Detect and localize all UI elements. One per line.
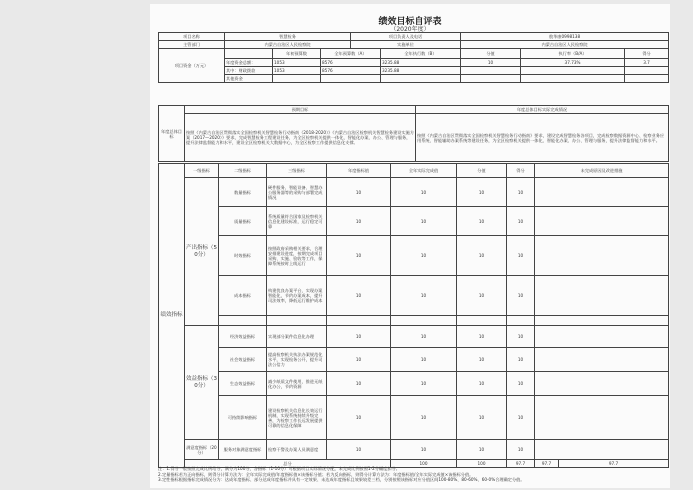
funding-header-annual: 全年预算数（A）: [321, 49, 381, 59]
points-cell: 10: [507, 440, 535, 460]
ind-header-target: 年度指标值: [327, 164, 391, 178]
actual-cell: 10: [391, 396, 457, 440]
actual-cell: [391, 316, 457, 326]
funding-row-label: 其他资金: [225, 75, 273, 83]
score-cell: 10: [457, 207, 507, 236]
level3-cell: [267, 316, 327, 326]
level2-cell: 时效指标: [219, 236, 267, 276]
actual-cell: 10: [391, 348, 457, 372]
target-cell: 10: [327, 440, 391, 460]
funding-row-label: 年度资金总额：: [225, 59, 273, 67]
goals-section-label: 年度总体目标: [159, 106, 185, 162]
score-cell: 10: [457, 276, 507, 316]
funding-annual: 8576: [321, 59, 381, 67]
project-info-table: [158, 32, 669, 83]
target-cell: 10: [327, 372, 391, 396]
level2-cell: 数量指标: [219, 178, 267, 207]
total-actual: 100: [457, 460, 507, 468]
funding-header-executed: 全年执行数（B）: [381, 49, 461, 59]
level2-cell: 生态效益指标: [219, 372, 267, 396]
expected-header: 预期目标: [185, 106, 416, 114]
dept-value: 内蒙古自治区人民检察院: [225, 41, 351, 49]
footnote-2: 2.定量指标若为正向指标，则得分计算方法为：全年实际完成值/年度指标值×该指标分值；若为反向指标，则得分计算方法为：年度指标值/全年实际完成值×该指标分值。: [158, 471, 474, 477]
manager-value: 敖华康0998138: [461, 33, 669, 41]
reason-cell: [535, 207, 669, 236]
ind-header-points: 得分: [507, 164, 535, 178]
funding-points: [625, 75, 669, 83]
reason-cell: [535, 236, 669, 276]
funding-annual: 8576: [321, 67, 381, 75]
document-title: 绩效目标自评表: [378, 17, 442, 27]
benefit-indicators-label: 效益指标（30分）: [185, 326, 219, 440]
indicators-table: [158, 163, 669, 468]
score-cell: 10: [457, 348, 507, 372]
funding-initial: 1053: [273, 59, 321, 67]
evaluation-sheet: [150, 4, 670, 488]
funding-executed: [381, 75, 461, 83]
level2-cell: 质量指标: [219, 207, 267, 236]
target-cell: 10: [327, 348, 391, 372]
level2-cell: 可持续影响指标: [219, 396, 267, 440]
expected-goal-text: 按照《内蒙古自治区贯彻落实全国检察机关智慧检务行动指南（2018-2020）》《内蒙古自治区检察机关智慧检务建设实施方案（2017—2020）》要求，完成智慧检务工程建设任务，为全区检察机关提供一体化、智能化办案、办公、管理与服务，提升法律监督能力和水平，建设全区检察机关大数据中心，为全区检察工作提供信息化支撑。: [185, 114, 416, 162]
actual-cell: 10: [391, 207, 457, 236]
funding-rate: 37.73%: [521, 59, 625, 67]
funding-row-label: 其中：财政拨款: [225, 67, 273, 75]
points-cell: 10: [507, 348, 535, 372]
funding-annual: [321, 75, 381, 83]
funding-initial: [273, 75, 321, 83]
funding-rate: [521, 67, 625, 75]
score-cell: 10: [457, 236, 507, 276]
footnote-3: 3.定性指标根据指标完成情况分为：达成年度指标、部分达成年度指标并具有一定效果、未达成年度指标且效果较差三档，分别按照该指标对应分值区间100-80%、80-60%、60-0%合理确定分值。: [158, 477, 525, 483]
dept-label: 主管部门: [159, 41, 225, 49]
target-cell: [327, 316, 391, 326]
goals-table: [158, 105, 669, 162]
level3-cell: 建设检察机关信息化长效运行机制，实现系统持续升级完善，为检察工作长远发展提供可靠的信息化保障: [267, 396, 327, 440]
reason-cell: [535, 316, 669, 326]
reason-cell: [535, 326, 669, 348]
level2-cell: 成本指标: [219, 276, 267, 316]
score-cell: 10: [457, 396, 507, 440]
indicators-section-label: 绩效指标: [159, 164, 185, 468]
footnotes: [158, 466, 668, 483]
document-subtitle: （2020年度）: [390, 26, 430, 33]
ind-header-actual: 全年实际完成值: [391, 164, 457, 178]
total-points: 97.7: [535, 460, 559, 468]
level2-cell: 社会效益指标: [219, 348, 267, 372]
actual-cell: 10: [391, 236, 457, 276]
level3-cell: 按照政府采购相关要求，合理安排建设进度，按期完成项目采购、实施、验收等工作，保障系统按时上线运行: [267, 236, 327, 276]
impl-label: 实施单位: [351, 41, 461, 49]
target-cell: 10: [327, 396, 391, 440]
funding-score: 10: [461, 59, 521, 67]
funding-header-rate: 执行率（B/A）: [521, 49, 625, 59]
reason-cell: [535, 440, 669, 460]
points-cell: 10: [507, 236, 535, 276]
target-cell: 10: [327, 236, 391, 276]
level3-cell: 构建优良办案平台，实现办案智能化，节约办案成本，提升司法效率，降低运行维护成本: [267, 276, 327, 316]
funding-initial: 1053: [273, 67, 321, 75]
funding-score: [461, 75, 521, 83]
funding-executed: 3235.88: [381, 67, 461, 75]
funding-section-label: 项目资金（万元）: [159, 49, 225, 83]
funding-rate: [521, 75, 625, 83]
level3-cell: 系统质量符合国家及检察机关信息化建设标准，运行稳定可靠: [267, 207, 327, 236]
reason-cell: [535, 348, 669, 372]
output-indicators-label: 产出指标（50分）: [185, 178, 219, 326]
ind-header-level2: 二级指标: [219, 164, 267, 178]
level3-cell: 检察干警及办案人员满意度: [267, 440, 327, 460]
score-cell: 10: [457, 178, 507, 207]
ind-header-level1: 一级指标: [185, 164, 219, 178]
target-cell: 10: [327, 178, 391, 207]
actual-cell: 10: [391, 326, 457, 348]
points-cell: 10: [507, 396, 535, 440]
actual-cell: 10: [391, 178, 457, 207]
target-cell: 10: [327, 276, 391, 316]
level2-cell: 服务对象满意度指标: [219, 440, 267, 460]
impl-value: 内蒙古自治区人民检察院: [461, 41, 669, 49]
ind-header-score: 分值: [457, 164, 507, 178]
reason-cell: [535, 396, 669, 440]
total-final: 97.7: [559, 460, 669, 468]
points-cell: [507, 316, 535, 326]
ind-header-reason: 未完成原因及改进措施: [535, 164, 669, 178]
target-cell: 10: [327, 207, 391, 236]
project-name-value: 智慧检务: [225, 33, 351, 41]
level2-cell: [219, 316, 267, 326]
level3-cell: 提高检察机关执法办案规范化水平，实现检务公开，提升司法公信力: [267, 348, 327, 372]
score-cell: 10: [457, 326, 507, 348]
funding-points: 3.7: [625, 59, 669, 67]
total-target: 100: [391, 460, 457, 468]
funding-header-points: 得分: [625, 49, 669, 59]
actual-cell: 10: [391, 440, 457, 460]
funding-points: [625, 67, 669, 75]
funding-score: [461, 67, 521, 75]
score-cell: [457, 316, 507, 326]
reason-cell: [535, 372, 669, 396]
reason-cell: [535, 276, 669, 316]
funding-header-score: 分值: [461, 49, 521, 59]
funding-executed: 3235.88: [381, 59, 461, 67]
actual-header: 年度总体目标实际完成情况: [416, 106, 669, 114]
actual-cell: 10: [391, 276, 457, 316]
satisfaction-indicators-label: 满意度指标（20分）: [185, 440, 219, 460]
total-score: 97.7: [507, 460, 535, 468]
points-cell: 10: [507, 326, 535, 348]
total-label: 总分: [185, 460, 391, 468]
points-cell: 10: [507, 276, 535, 316]
actual-goal-text: 按照《内蒙古自治区贯彻落实全国检察机关智慧检务行动指南》要求，建设完成智慧检务各项目，完成检察数据资源中心、检察业务应用系统、智能辅助办案系统等建设任务，为全区检察机关提供一体化、智能化办案、办公、管理与服务，提升法律监督能力和水平。: [416, 114, 669, 162]
points-cell: 10: [507, 372, 535, 396]
actual-cell: 10: [391, 372, 457, 396]
reason-cell: [535, 178, 669, 207]
level3-cell: 减少纸质文件使用，推进无纸化办公，节约资源: [267, 372, 327, 396]
manager-label: 项目负责人及电话: [351, 33, 461, 41]
target-cell: 10: [327, 326, 391, 348]
score-cell: 10: [457, 440, 507, 460]
level3-cell: 实现部分案件信息化办理: [267, 326, 327, 348]
project-name-label: 项目名称: [159, 33, 225, 41]
funding-header-initial: 年初预算数: [273, 49, 321, 59]
ind-header-level3: 三级指标: [267, 164, 327, 178]
level2-cell: 经济效益指标: [219, 326, 267, 348]
footnote-1: 注：1.得分一般按照完成比例给分，满分为100分，各指标（1-10分）可根据项目实际情况分配，未完成比例按照1-2分幅度扣分。: [158, 466, 400, 471]
points-cell: 10: [507, 178, 535, 207]
level3-cell: 硬件服务、智能设备、智慧办公服务器等的采购与部署完成情况: [267, 178, 327, 207]
points-cell: 10: [507, 207, 535, 236]
score-cell: 10: [457, 372, 507, 396]
